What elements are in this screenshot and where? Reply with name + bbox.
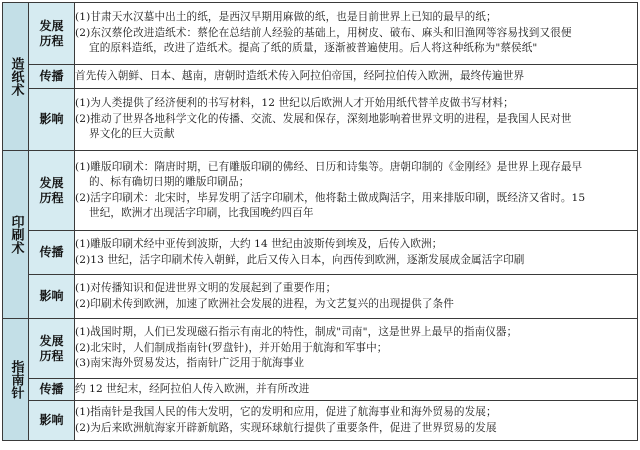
table-row — [3, 3, 638, 65]
aspect-label: 影响 — [39, 112, 64, 126]
aspect-label: 发展历程 — [39, 175, 64, 205]
content-cell — [75, 3, 638, 65]
content-cell — [75, 401, 638, 441]
aspect-label: 发展历程 — [39, 18, 64, 48]
aspect-cell — [29, 89, 75, 151]
table-row — [3, 65, 638, 89]
content-cell — [75, 231, 638, 275]
content-line: (1)雕版印刷术：隋唐时期，已有雕版印刷的佛经、日历和诗集等。唐朝印制的《金刚经》是世界上现存最早 — [75, 160, 583, 173]
content-cell — [75, 89, 638, 151]
content-cell — [75, 65, 638, 89]
content-line: (2)13 世纪，活字印刷术传入朝鲜，此后又传入日本，向西传到欧洲，逐渐发展成金属活字印刷 — [75, 253, 525, 266]
content-line: (2)北宋时，人们制成指南针(罗盘针)，并开始用于航海和军事中； — [75, 341, 388, 354]
invention-name: 造纸术 — [8, 57, 24, 96]
table-row — [3, 401, 638, 441]
table-row — [3, 319, 638, 379]
table-row — [3, 275, 638, 319]
content-line: (1)指南针是我国人民的伟大发明，它的发明和应用，促进了航海事业和海外贸易的发展； — [75, 406, 497, 419]
aspect-label: 发展历程 — [39, 333, 64, 363]
aspect-cell — [29, 275, 75, 319]
table-row — [3, 151, 638, 231]
content-cell — [75, 379, 638, 401]
content-line: 界文化的巨大贡献 — [89, 128, 175, 141]
content-cell — [75, 151, 638, 231]
invention-name: 指南针 — [8, 360, 24, 399]
table-row — [3, 89, 638, 151]
content-line: (2)为后来欧洲航海家开辟新航路，实现环球航行提供了重要条件，促进了世界贸易的发展 — [75, 421, 497, 434]
table-row — [3, 379, 638, 401]
aspect-cell — [29, 65, 75, 89]
content-line: (2)东汉蔡伦改进造纸术：蔡伦在总结前人经验的基础上，用树皮、破布、麻头和旧渔网等容易找到又很便 — [75, 26, 572, 39]
invention-summary-sheet — [0, 2, 640, 450]
content-line: (3)南宋海外贸易发达，指南针广泛用于航海事业 — [75, 357, 305, 370]
content-line: (2)推动了世界各地科学文化的传播、交流、发展和保存，深刻地影响着世界文明的进程，是我国人民对世 — [75, 112, 572, 125]
aspect-label: 传播 — [39, 69, 64, 83]
content-line: 首先传入朝鲜、日本、越南，唐朝时造纸术传入阿拉伯帝国，经阿拉伯传入欧洲，最终传遍世界 — [75, 69, 525, 82]
table-row — [3, 231, 638, 275]
invention-name-cell — [3, 151, 29, 319]
aspect-cell — [29, 319, 75, 379]
aspect-label: 传播 — [39, 382, 64, 396]
content-cell — [75, 319, 638, 379]
content-line: (1)为人类提供了经济便利的书写材料，12 世纪以后欧洲人才开始用纸代替羊皮做书写材料； — [75, 97, 514, 110]
aspect-label: 影响 — [39, 289, 64, 303]
content-line: 世纪，欧洲才出现活字印刷，比我国晚约四百年 — [89, 206, 314, 219]
content-line: 约 12 世纪末，经阿拉伯人传入欧洲，并有所改进 — [75, 382, 310, 395]
aspect-cell — [29, 3, 75, 65]
aspect-cell — [29, 151, 75, 231]
content-line: 的、标有确切日期的雕版印刷品； — [89, 176, 250, 189]
content-line: (1)雕版印刷术经中亚传到波斯，大约 14 世纪由波斯传到埃及，后传入欧洲； — [75, 238, 443, 251]
invention-name-cell — [3, 3, 29, 151]
content-cell — [75, 275, 638, 319]
content-line: 宜的原料造纸，改进了造纸术。提高了纸的质量，逐渐被普遍使用。后人将这种纸称为"蔡侯纸" — [89, 42, 538, 55]
invention-table — [2, 2, 638, 441]
aspect-cell — [29, 401, 75, 441]
invention-name-cell — [3, 319, 29, 441]
invention-name: 印刷术 — [8, 215, 24, 254]
aspect-label: 影响 — [39, 413, 64, 427]
content-line: (2)印刷术传到欧洲，加速了欧洲社会发展的进程，为文艺复兴的出现提供了条件 — [75, 297, 454, 310]
content-line: (1)甘肃天水汉墓中出土的纸，是西汉早期用麻做的纸，也是目前世界上已知的最早的纸； — [75, 11, 497, 24]
aspect-label: 传播 — [39, 245, 64, 259]
aspect-cell — [29, 379, 75, 401]
aspect-cell — [29, 231, 75, 275]
content-line: (1)战国时期，人们已发现磁石指示有南北的特性，制成"司南"，这是世界上最早的指南仪器； — [75, 326, 518, 339]
content-line: (2)活字印刷术：北宋时，毕昇发明了活字印刷术，他将黏土做成陶活字，用来排版印刷，既经济又省时。15 — [75, 191, 586, 204]
content-line: (1)对传播知识和促进世界文明的发展起到了重要作用； — [75, 282, 337, 295]
